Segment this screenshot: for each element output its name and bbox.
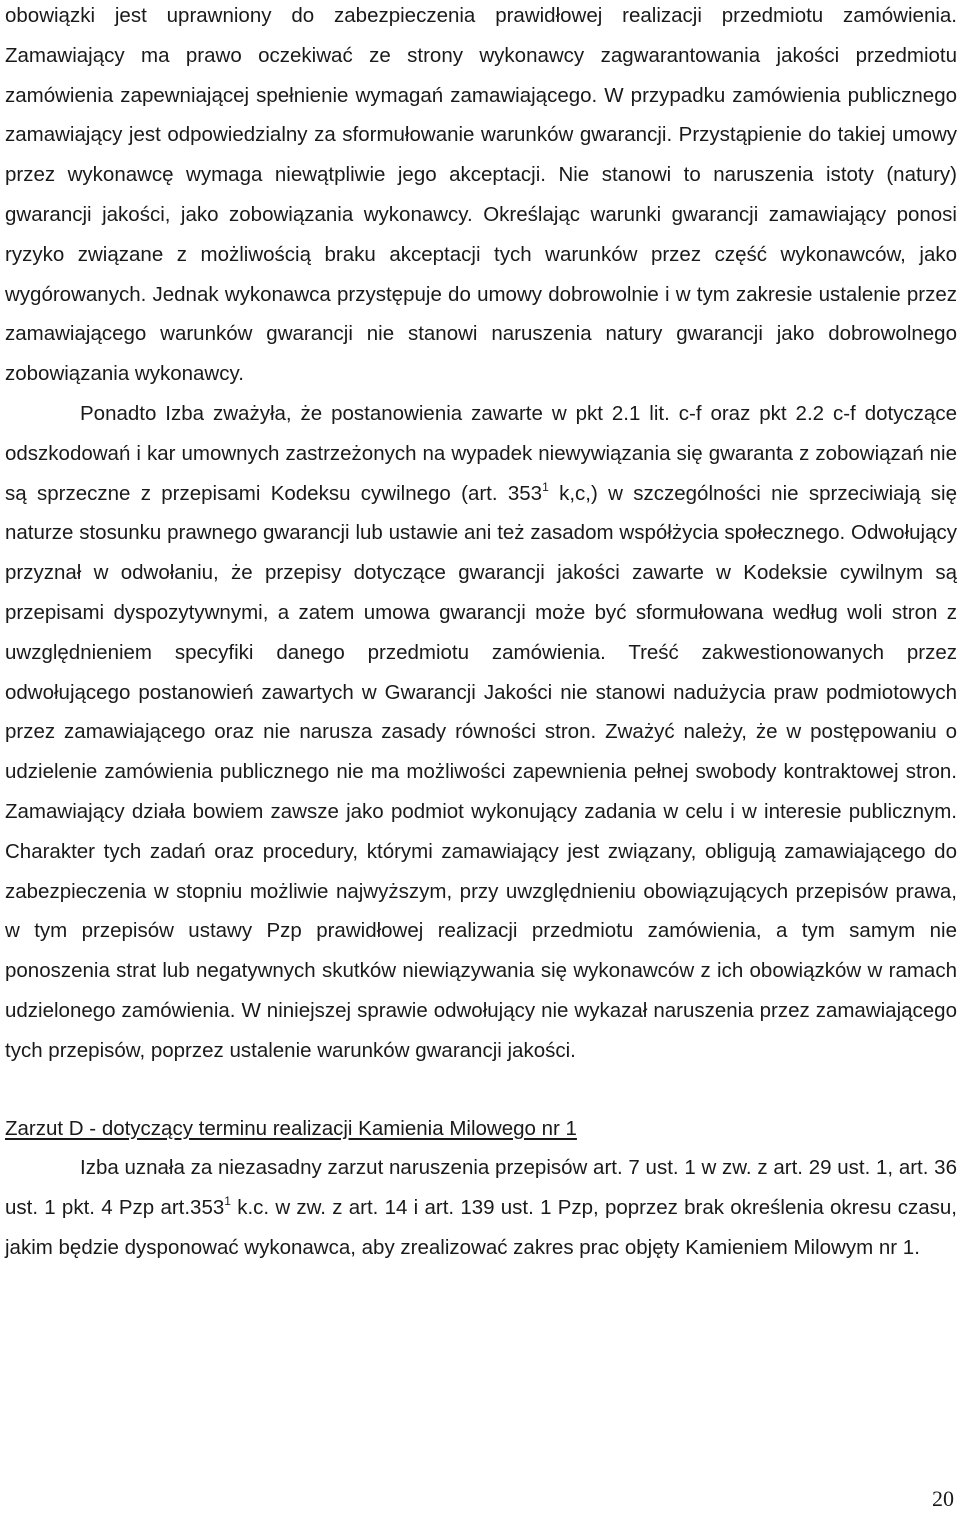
paragraph-text: obowiązki jest uprawniony do zabezpieczenia prawidłowej realizacji przedmiotu zamówienia. Zamawiający ma prawo oczekiwać ze strony wykonawcy zagwarantowania jakości przedmiotu zamówienia zapewniającej spełnienie wymagań zamawiającego. W przypadku zamówienia publicznego zamawiający jest odpowiedzialny za sformułowanie warunków gwarancji. Przystąpienie do takiej umowy przez wykonawcę wymaga niewątpliwie jego akceptacji. Nie stanowi to naruszenia istoty (natury) gwarancji jakości, jako zobowiązania wykonawcy. Określając warunki gwarancji zamawiający ponosi ryzyko związane z możliwością braku akceptacji tych warunków przez część wykonawców, jako wygórowanych. Jednak wykonawca przystępuje do umowy dobrowolnie i w tym zakresie ustalenie przez zamawiającego warunków gwarancji nie stanowi naruszenia natury gwarancji jako dobrowolnego zobowiązania wykonawcy.: [5, 4, 957, 386]
paragraph-milestone-ruling: [5, 1148, 957, 1267]
superscript: 1: [542, 479, 549, 494]
document-page: [5, 0, 957, 1268]
paragraph-text: k,c,) w szczególności nie sprzeciwiają się naturze stosunku prawnego gwarancji lub ustawie ani też zasadom współżycia społecznego. Odwołujący przyznał w odwołaniu, że przepisy dotyczące gwarancji jakości zawarte w Kodeksie cywilnym są przepisami dyspozytywnymi, a zatem umowa gwarancji może być sformułowana według woli stron z uwzględnieniem specyfiki danego przedmiotu zamówienia. Treść zakwestionowanych przez odwołującego postanowień zawartych w Gwarancji Jakości nie stanowi nadużycia praw podmiotowych przez zamawiającego oraz nie narusza zasady równości stron. Zważyć należy, że w postępowaniu o udzielenie zamówienia publicznego nie ma możliwości zapewnienia pełnej swobody kontraktowej stron. Zamawiający działa bowiem zawsze jako podmiot wykonujący zadania w celu i w interesie publicznym. Charakter tych zadań oraz procedury, którymi zamawiający jest związany, obligują zamawiającego do zabezpieczenia w stopniu możliwie najwyższym, przy uwzględnieniu obowiązujących przepisów prawa, w tym przepisów ustawy Pzp prawidłowej realizacji przedmiotu zamówienia, a tym samym nie ponoszenia strat lub negatywnych skutków niewiązywania się wykonawców z ich obowiązków w ramach udzielonego zamówienia. W niniejszej sprawie odwołujący nie wykazał naruszenia przez zamawiającego tych przepisów, poprzez ustalenie warunków gwarancji jakości.: [5, 481, 958, 1062]
paragraph-text: Ponadto Izba zważyła, że postanowienia zawarte w pkt 2.1 lit. c-f oraz pkt 2.2 c-f dotyczące odszkodowań i kar umownych zastrzeżonych na wypadek niewywiązania się gwaranta z zobowiązań nie są sprzeczne z przepisami Kodeksu cywilnego (art. 353: [5, 401, 957, 505]
superscript: 1: [224, 1194, 231, 1209]
page-number: 20: [932, 1486, 954, 1511]
paragraph-text: Izba uznała za niezasadny zarzut naruszenia przepisów art. 7 ust. 1 w zw. z art. 29 ust. 1, art. 36 ust. 1 pkt. 4 Pzp art.353: [5, 1156, 957, 1220]
paragraph-guarantee-obligations: [5, 0, 957, 394]
section-heading: Zarzut D - dotyczący terminu realizacji Kamienia Milowego nr 1: [5, 1116, 577, 1140]
paragraph-text: k.c. w zw. z art. 14 i art. 139 ust. 1 Pzp, poprzez brak określenia okresu czasu, jakim będzie dysponować wykonawca, aby zrealizować zakres prac objęty Kamieniem Milowym nr 1.: [5, 1196, 957, 1259]
paragraph-damages-penalties: [5, 394, 957, 1071]
